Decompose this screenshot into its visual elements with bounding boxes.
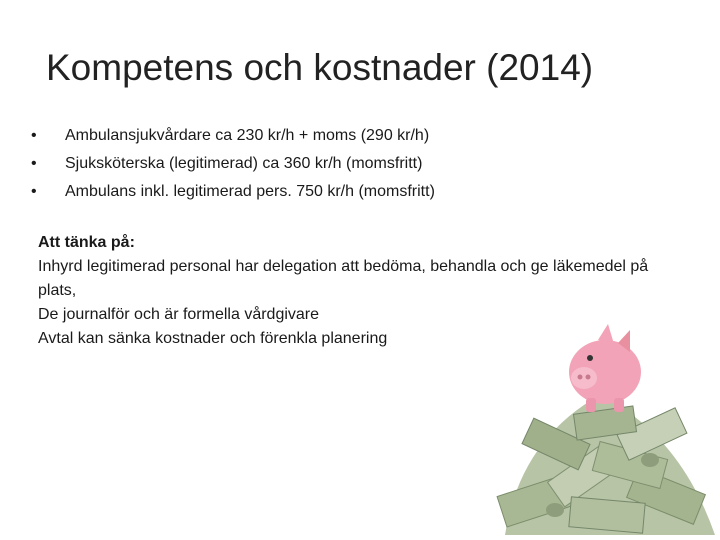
- note-line: Inhyrd legitimerad personal har delegation att bedöma, behandla och ge läkemedel på plats,: [38, 258, 649, 299]
- piggy-bank-money-illustration: [480, 310, 720, 540]
- bullet-list: [30, 122, 435, 206]
- bullet-dot: •: [31, 155, 37, 172]
- bullet-item: [30, 150, 435, 178]
- note-line: Avtal kan sänka kostnader och förenkla planering: [38, 330, 388, 347]
- bullet-dot: •: [31, 183, 37, 200]
- bullet-text: Ambulansjukvårdare ca 230 kr/h + moms (290 kr/h): [65, 127, 430, 144]
- note-line: De journalför och är formella vårdgivare: [38, 306, 320, 323]
- piggy-bank-icon: [569, 324, 641, 412]
- bullet-text: Sjuksköterska (legitimerad) ca 360 kr/h (momsfritt): [65, 155, 423, 172]
- money-pile: [497, 395, 715, 535]
- slide-title: Kompetens och kostnader (2014): [46, 47, 594, 88]
- bullet-item: [30, 122, 435, 150]
- bullet-dot: •: [31, 127, 37, 144]
- notes-heading: Att tänka på:: [38, 234, 135, 251]
- bullet-item: [30, 178, 435, 206]
- bullet-text: Ambulans inkl. legitimerad pers. 750 kr/h (momsfritt): [65, 183, 435, 200]
